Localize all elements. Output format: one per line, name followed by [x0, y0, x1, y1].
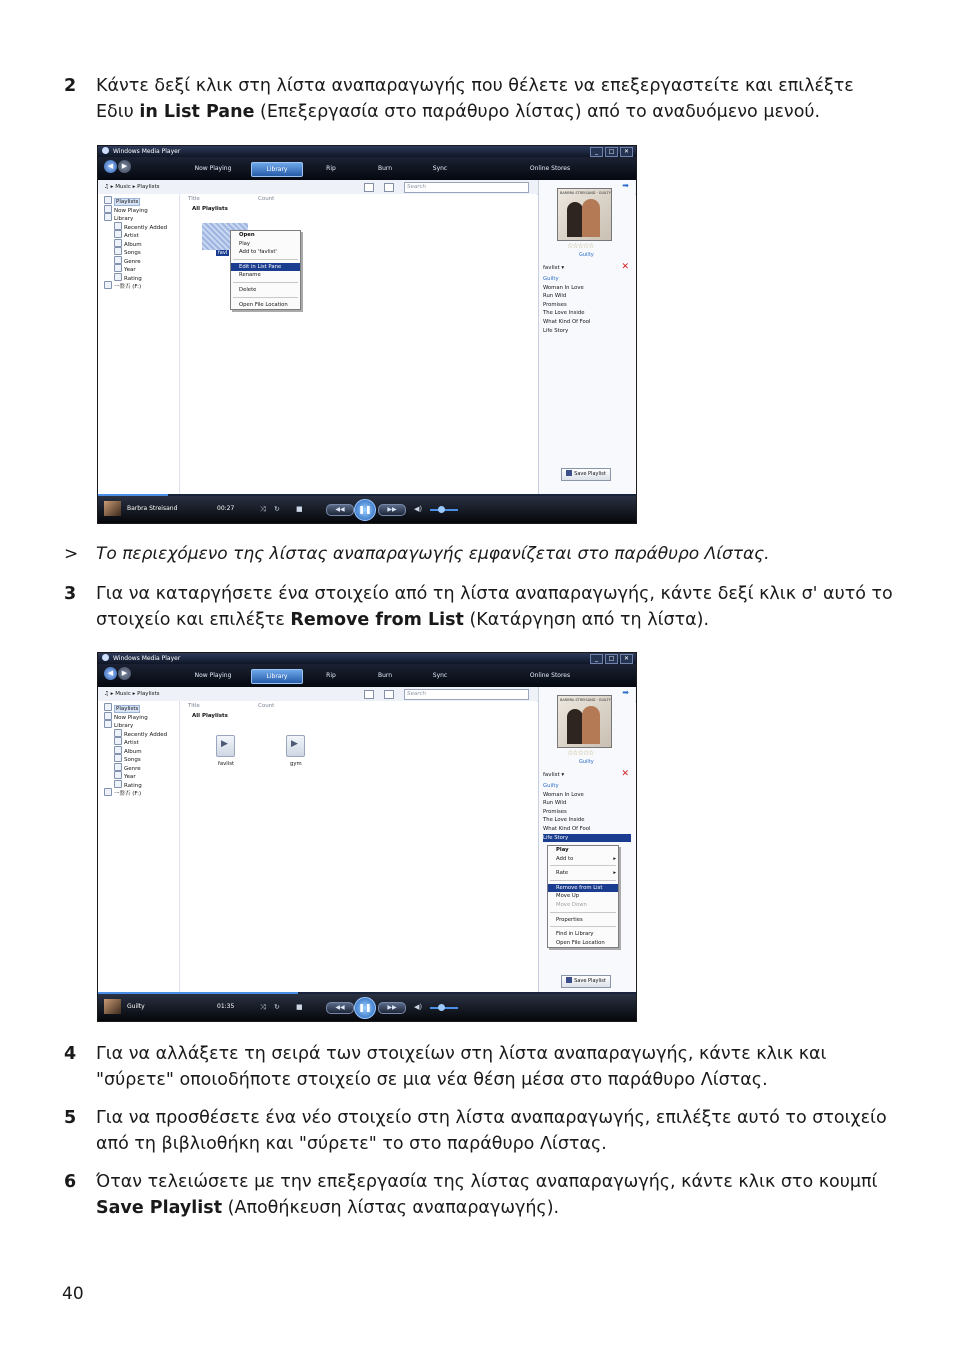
elapsed-time: 00:27: [217, 505, 235, 512]
library-icon: [104, 213, 112, 221]
playlist-items: [543, 275, 590, 335]
genre-icon: [114, 763, 122, 771]
step-5: [64, 1105, 894, 1157]
step-4: [64, 1041, 894, 1093]
artist-icon: [114, 230, 122, 238]
breadcrumb[interactable]: ♫ ▸ Music ▸ Playlists: [104, 691, 160, 697]
breadcrumb[interactable]: ♫ ▸ Music ▸ Playlists: [104, 184, 160, 190]
tree-item-genre[interactable]: Genre: [124, 259, 141, 265]
album-icon: [114, 746, 122, 754]
all-playlists-heading: All Playlists: [192, 206, 228, 212]
transport-bar: [98, 496, 636, 523]
menu-item-add-to[interactable]: Add to 'favlist': [239, 249, 277, 256]
details-pane: [180, 701, 537, 992]
maximize-button[interactable]: □: [605, 147, 618, 157]
tab-now-playing[interactable]: Now Playing: [194, 165, 232, 172]
playlist-name[interactable]: favlist ▾: [543, 772, 565, 778]
repeat-icon[interactable]: ↻: [274, 1003, 280, 1011]
songs-icon: [114, 247, 122, 255]
drive-icon: [104, 788, 112, 796]
result-text: Το περιεχόμενο της λίστας αναπαραγωγής εμφανίζεται στο παράθυρο Λίστας.: [96, 544, 770, 564]
tree-item-rating[interactable]: Rating: [124, 783, 142, 789]
list-item[interactable]: The Love Inside: [543, 310, 585, 317]
step-number: 5: [64, 1108, 77, 1128]
play-pause-button[interactable]: ❚❚: [354, 499, 376, 521]
menu-item-remove-from-list[interactable]: Remove from List: [548, 884, 618, 893]
volume-icon[interactable]: ◀): [414, 1003, 423, 1011]
now-playing-icon: [104, 712, 112, 720]
clear-list-icon[interactable]: ✕: [621, 769, 629, 779]
tree-item-year[interactable]: Year: [124, 267, 136, 273]
view-options-icon[interactable]: [384, 690, 394, 699]
nav-bar: [98, 664, 636, 687]
wmp-logo-icon: [102, 654, 109, 661]
tree-item-recently-added[interactable]: Recently Added: [124, 225, 168, 231]
title-bar: [98, 653, 636, 664]
transport-bar: [98, 994, 636, 1021]
tab-rip[interactable]: Rip: [326, 165, 336, 172]
menu-item-move-up[interactable]: Move Up: [556, 893, 580, 900]
year-icon: [114, 264, 122, 272]
wmp-logo-icon: [102, 147, 109, 154]
step-3: [64, 581, 894, 633]
tree-item-album[interactable]: Album: [124, 749, 142, 755]
list-item-selected[interactable]: Life Story: [543, 834, 631, 843]
tree-item-genre[interactable]: Genre: [124, 766, 141, 772]
volume-knob[interactable]: [438, 506, 445, 513]
clear-list-icon[interactable]: ✕: [621, 262, 629, 272]
now-playing-track: Barbra Streisand: [127, 505, 178, 512]
next-button[interactable]: ▶▶: [378, 504, 406, 516]
previous-button[interactable]: ◀◀: [326, 1002, 354, 1014]
tab-online-stores[interactable]: Online Stores: [529, 165, 571, 172]
back-arrow-icon[interactable]: ◀: [104, 667, 117, 680]
save-playlist-label: Save Playlist: [574, 978, 606, 984]
menu-item-add-to[interactable]: Add to ▸: [548, 855, 618, 864]
list-item[interactable]: Promises: [543, 808, 567, 815]
tree-item-artist[interactable]: Artist: [124, 740, 139, 746]
playlist-items: [543, 782, 631, 842]
list-item[interactable]: Run Wild: [543, 293, 567, 300]
minimize-button[interactable]: _: [590, 147, 603, 157]
tree-item-songs[interactable]: Songs: [124, 757, 141, 763]
elapsed-time: 01:35: [217, 1003, 235, 1010]
list-item[interactable]: Guilty: [543, 276, 559, 282]
list-item[interactable]: What Kind Of Fool: [543, 825, 591, 832]
window-title: Windows Media Player: [113, 655, 181, 662]
menu-item-play[interactable]: Play: [239, 240, 251, 247]
step-result: [64, 541, 770, 567]
step-2: [64, 73, 894, 125]
navigation-pane: [98, 701, 180, 992]
playlist-label[interactable]: favlist: [218, 761, 235, 767]
stop-icon[interactable]: ■: [296, 505, 303, 513]
tree-item-drive[interactable]: 一盤否 (F:): [114, 284, 142, 290]
play-pause-button[interactable]: ❚❚: [354, 997, 376, 1019]
album-cover-text: BARBRA STREISAND · GUILTY: [560, 698, 611, 702]
layout-options-icon[interactable]: [364, 690, 374, 699]
stop-icon[interactable]: ■: [296, 1003, 303, 1011]
close-button[interactable]: ✕: [620, 147, 633, 157]
step-text: Κάντε δεξί κλικ στη λίστα αναπαραγωγής που θέλετε να επεξεργαστείτε και επιλέξτε Εδιυ in List Pane (Επεξεργασία στο παράθυρο λίστας) από το αναδυόμενο μενού.: [96, 76, 854, 122]
list-item[interactable]: Life Story: [543, 327, 569, 334]
recent-icon: [114, 729, 122, 737]
context-menu: [547, 845, 619, 948]
page-number: 40: [62, 1284, 84, 1304]
rating-icon: [114, 780, 122, 788]
menu-item-find-in-library[interactable]: Find in Library: [556, 931, 594, 938]
menu-item-open[interactable]: Open: [239, 232, 255, 238]
tree-item-drive[interactable]: 一盤否 (F:): [114, 791, 142, 797]
library-icon: [104, 720, 112, 728]
step-text: Για να καταργήσετε ένα στοιχείο από τη λίστα αναπαραγωγής, κάντε δεξί κλικ σ' αυτό το στοιχείο και επιλέξτε Remove from List (Κατάργηση από τη λίστα).: [96, 584, 893, 630]
step-6: [64, 1169, 894, 1221]
details-pane: [180, 194, 537, 494]
tree-item-playlists[interactable]: Playlists: [116, 706, 139, 712]
tree-item-now-playing[interactable]: Now Playing: [114, 715, 148, 721]
volume-knob[interactable]: [438, 1004, 445, 1011]
title-bar: [98, 146, 636, 157]
menu-item-rate[interactable]: Rate ▸: [548, 869, 618, 878]
album-art: [557, 695, 612, 748]
playlist-name[interactable]: favlist ▾: [543, 265, 565, 271]
rating-stars[interactable]: ☆☆☆☆☆: [567, 242, 594, 250]
menu-item-properties[interactable]: Properties: [556, 916, 583, 923]
tab-burn[interactable]: Burn: [377, 165, 393, 172]
tree-item-library[interactable]: Library: [114, 216, 134, 222]
tree-item-album[interactable]: Album: [124, 242, 142, 248]
repeat-icon[interactable]: ↻: [274, 505, 280, 513]
list-pane: [538, 687, 635, 992]
year-icon: [114, 771, 122, 779]
list-options-arrow-icon[interactable]: ➡: [622, 688, 629, 697]
album-icon: [114, 239, 122, 247]
tree-item-artist[interactable]: Artist: [124, 233, 139, 239]
tab-library[interactable]: Library: [251, 669, 303, 684]
all-playlists-heading: All Playlists: [192, 713, 228, 719]
window-title: Windows Media Player: [113, 148, 181, 155]
save-icon: [566, 977, 572, 983]
search-input[interactable]: Search: [404, 182, 529, 193]
search-input[interactable]: Search: [404, 689, 529, 700]
list-item[interactable]: Woman In Love: [543, 284, 584, 291]
tree-item-library[interactable]: Library: [114, 723, 134, 729]
shuffle-icon[interactable]: ⤨: [260, 505, 266, 513]
playlist-icon[interactable]: [216, 735, 235, 757]
menu-item-open-file-location[interactable]: Open File Location: [239, 301, 288, 308]
now-playing-track: Guilty: [127, 1003, 145, 1010]
tree-item-year[interactable]: Year: [124, 774, 136, 780]
column-header-count[interactable]: Count: [258, 703, 275, 709]
album-name: Guilty: [579, 759, 594, 765]
selected-playlist-label[interactable]: favl: [218, 250, 228, 256]
songs-icon: [114, 754, 122, 762]
album-art: [557, 188, 612, 241]
column-header-title[interactable]: Title: [188, 196, 200, 202]
step-number: 2: [64, 76, 77, 96]
next-button[interactable]: ▶▶: [378, 1002, 406, 1014]
wmp-screenshot-2: [97, 652, 637, 1022]
tree-item-rating[interactable]: Rating: [124, 276, 142, 282]
result-marker: >: [64, 544, 79, 564]
step-text: Για να προσθέσετε ένα νέο στοιχείο στη λίστα αναπαραγωγής, επιλέξτε αυτό το στοιχείο από τη βιβλιοθήκη και "σύρετε" το στο παράθυρο Λίστας.: [96, 1108, 887, 1154]
tab-sync[interactable]: Sync: [432, 672, 448, 679]
step-text: Για να αλλάξετε τη σειρά των στοιχείων στη λίστα αναπαραγωγής, κάντε κλικ και "σύρετε" οποιοδήποτε στοιχείο σε μια νέα θέση μέσα στο παράθυρο Λίστας.: [96, 1044, 827, 1090]
step-text: Όταν τελειώσετε με την επεξεργασία της λίστας αναπαραγωγής, κάντε κλικ στο κουμπί Save Playlist (Αποθήκευση λίστας αναπαραγωγής).: [96, 1172, 878, 1218]
layout-options-icon[interactable]: [364, 183, 374, 192]
save-icon: [566, 470, 572, 476]
list-item[interactable]: What Kind Of Fool: [543, 318, 591, 325]
shuffle-icon[interactable]: ⤨: [260, 1003, 266, 1011]
list-item[interactable]: The Love Inside: [543, 817, 585, 824]
playlist-label[interactable]: gym: [290, 761, 302, 767]
tree-item-now-playing[interactable]: Now Playing: [114, 208, 148, 214]
close-button[interactable]: ✕: [620, 654, 633, 664]
navigation-pane: [98, 194, 180, 494]
rating-icon: [114, 273, 122, 281]
genre-icon: [114, 256, 122, 264]
menu-item-move-down: Move Down: [556, 901, 587, 908]
maximize-button[interactable]: □: [605, 654, 618, 664]
step-number: 4: [64, 1044, 77, 1064]
list-options-arrow-icon[interactable]: ➡: [622, 181, 629, 190]
list-item[interactable]: Woman In Love: [543, 791, 584, 798]
playlist-icon: [104, 196, 112, 204]
forward-arrow-icon[interactable]: ▶: [118, 160, 131, 173]
now-playing-thumbnail: [104, 501, 121, 516]
previous-button[interactable]: ◀◀: [326, 504, 354, 516]
tree-item-recently-added[interactable]: Recently Added: [124, 732, 168, 738]
album-name: Guilty: [579, 252, 594, 258]
save-playlist-button[interactable]: [561, 468, 611, 481]
tab-now-playing[interactable]: Now Playing: [194, 672, 232, 679]
tree-item-songs[interactable]: Songs: [124, 250, 141, 256]
artist-icon: [114, 737, 122, 745]
tree-item-playlists[interactable]: Playlists: [116, 199, 139, 205]
step-number: 3: [64, 584, 77, 604]
save-playlist-button[interactable]: [561, 975, 611, 988]
tab-library[interactable]: Library: [251, 162, 303, 177]
back-arrow-icon[interactable]: ◀: [104, 160, 117, 173]
column-header-title[interactable]: Title: [188, 703, 200, 709]
recent-icon: [114, 222, 122, 230]
now-playing-icon: [104, 205, 112, 213]
playlist-icon: [104, 703, 112, 711]
list-pane: [538, 180, 635, 494]
list-item[interactable]: Guilty: [543, 783, 559, 789]
menu-item-delete[interactable]: Delete: [239, 286, 257, 293]
tab-rip[interactable]: Rip: [326, 672, 336, 679]
playlist-icon[interactable]: [286, 735, 305, 757]
now-playing-thumbnail: [104, 999, 121, 1014]
volume-icon[interactable]: ◀): [414, 505, 423, 513]
menu-item-open-file-location[interactable]: Open File Location: [556, 939, 605, 946]
rating-stars[interactable]: ☆☆☆☆☆: [567, 749, 594, 757]
tab-burn[interactable]: Burn: [377, 672, 393, 679]
tab-sync[interactable]: Sync: [432, 165, 448, 172]
wmp-screenshot-1: [97, 145, 637, 524]
menu-item-edit-in-list-pane[interactable]: Edit in List Pane: [231, 263, 300, 272]
list-item[interactable]: Promises: [543, 301, 567, 308]
context-menu: [230, 230, 301, 310]
list-item[interactable]: Run Wild: [543, 800, 567, 807]
column-header-count[interactable]: Count: [258, 196, 275, 202]
forward-arrow-icon[interactable]: ▶: [118, 667, 131, 680]
nav-bar: [98, 157, 636, 180]
tab-online-stores[interactable]: Online Stores: [529, 672, 571, 679]
menu-item-rename[interactable]: Rename: [239, 272, 261, 279]
step-number: 6: [64, 1172, 77, 1192]
drive-icon: [104, 281, 112, 289]
minimize-button[interactable]: _: [590, 654, 603, 664]
save-playlist-label: Save Playlist: [574, 471, 606, 477]
menu-item-play[interactable]: Play: [556, 847, 569, 853]
album-cover-text: BARBRA STREISAND · GUILTY: [560, 191, 611, 195]
view-options-icon[interactable]: [384, 183, 394, 192]
